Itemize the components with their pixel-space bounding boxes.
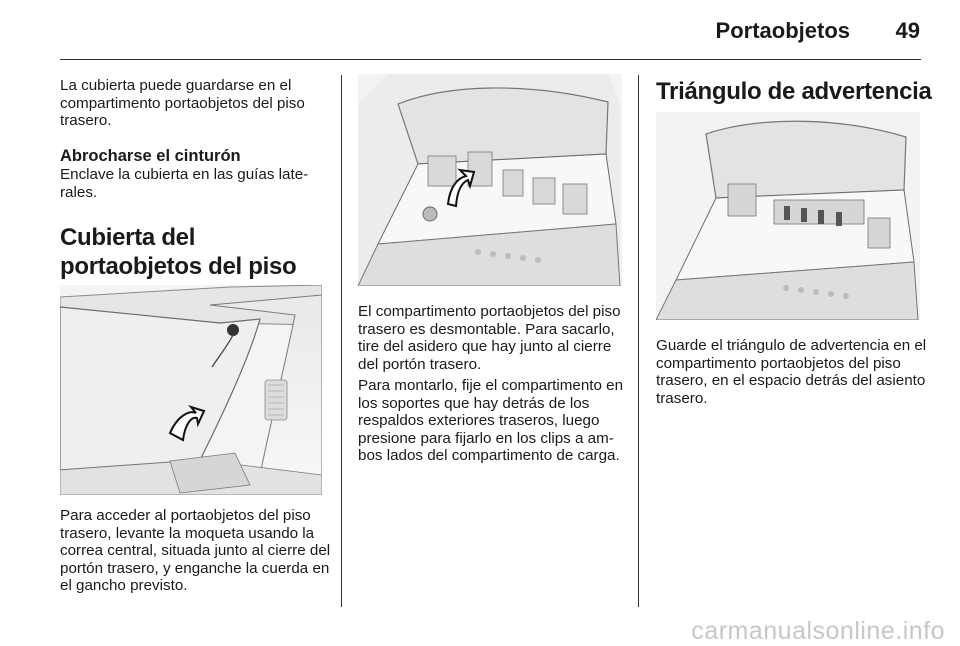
warning-triangle-illustration (656, 112, 920, 320)
column-divider-1 (341, 75, 342, 607)
trunk-cover-illustration (60, 285, 322, 495)
watermark: carmanualsonline.info (691, 617, 945, 645)
belt-heading: Abrocharse el cinturón (60, 147, 241, 165)
removable-paragraph: El compartimento portaobjetos del piso trasero es desmontable. Para sacarlo, tire del asidero que hay junto al cierre del portón trasero. (358, 303, 621, 373)
header-divider (60, 59, 921, 60)
warning-triangle-heading: Triángulo de advertencia (656, 78, 932, 105)
running-title: Portaobjetos (715, 18, 850, 43)
page-number: 49 (895, 18, 920, 43)
removable-compartment-illustration (358, 74, 622, 286)
warning-triangle-paragraph: Guarde el triángulo de advertencia en el compartimento portaobjetos del piso trasero, en el espacio detrás del asiento trasero. (656, 337, 927, 407)
column-divider-2 (638, 75, 639, 607)
cover-heading: Cubierta del portaobjetos del piso (60, 224, 297, 280)
belt-paragraph: Enclave la cubierta en las guías late-rales. (60, 166, 309, 201)
intro-paragraph: La cubierta puede guardarse en el compartimento portaobjetos del piso trasero. (60, 77, 305, 130)
mounting-paragraph: Para montarlo, fije el compartimento en los soportes que hay detrás de los respaldos exteriores traseros, luego presione para fijarlo en los clips a am-bos lados del compartimento de carga. (358, 377, 624, 465)
cover-paragraph: Para acceder al portaobjetos del piso trasero, levante la moqueta usando la correa central, situada junto al cierre del portón trasero, y enganche la cuerda en el gancho previsto. (60, 507, 331, 595)
